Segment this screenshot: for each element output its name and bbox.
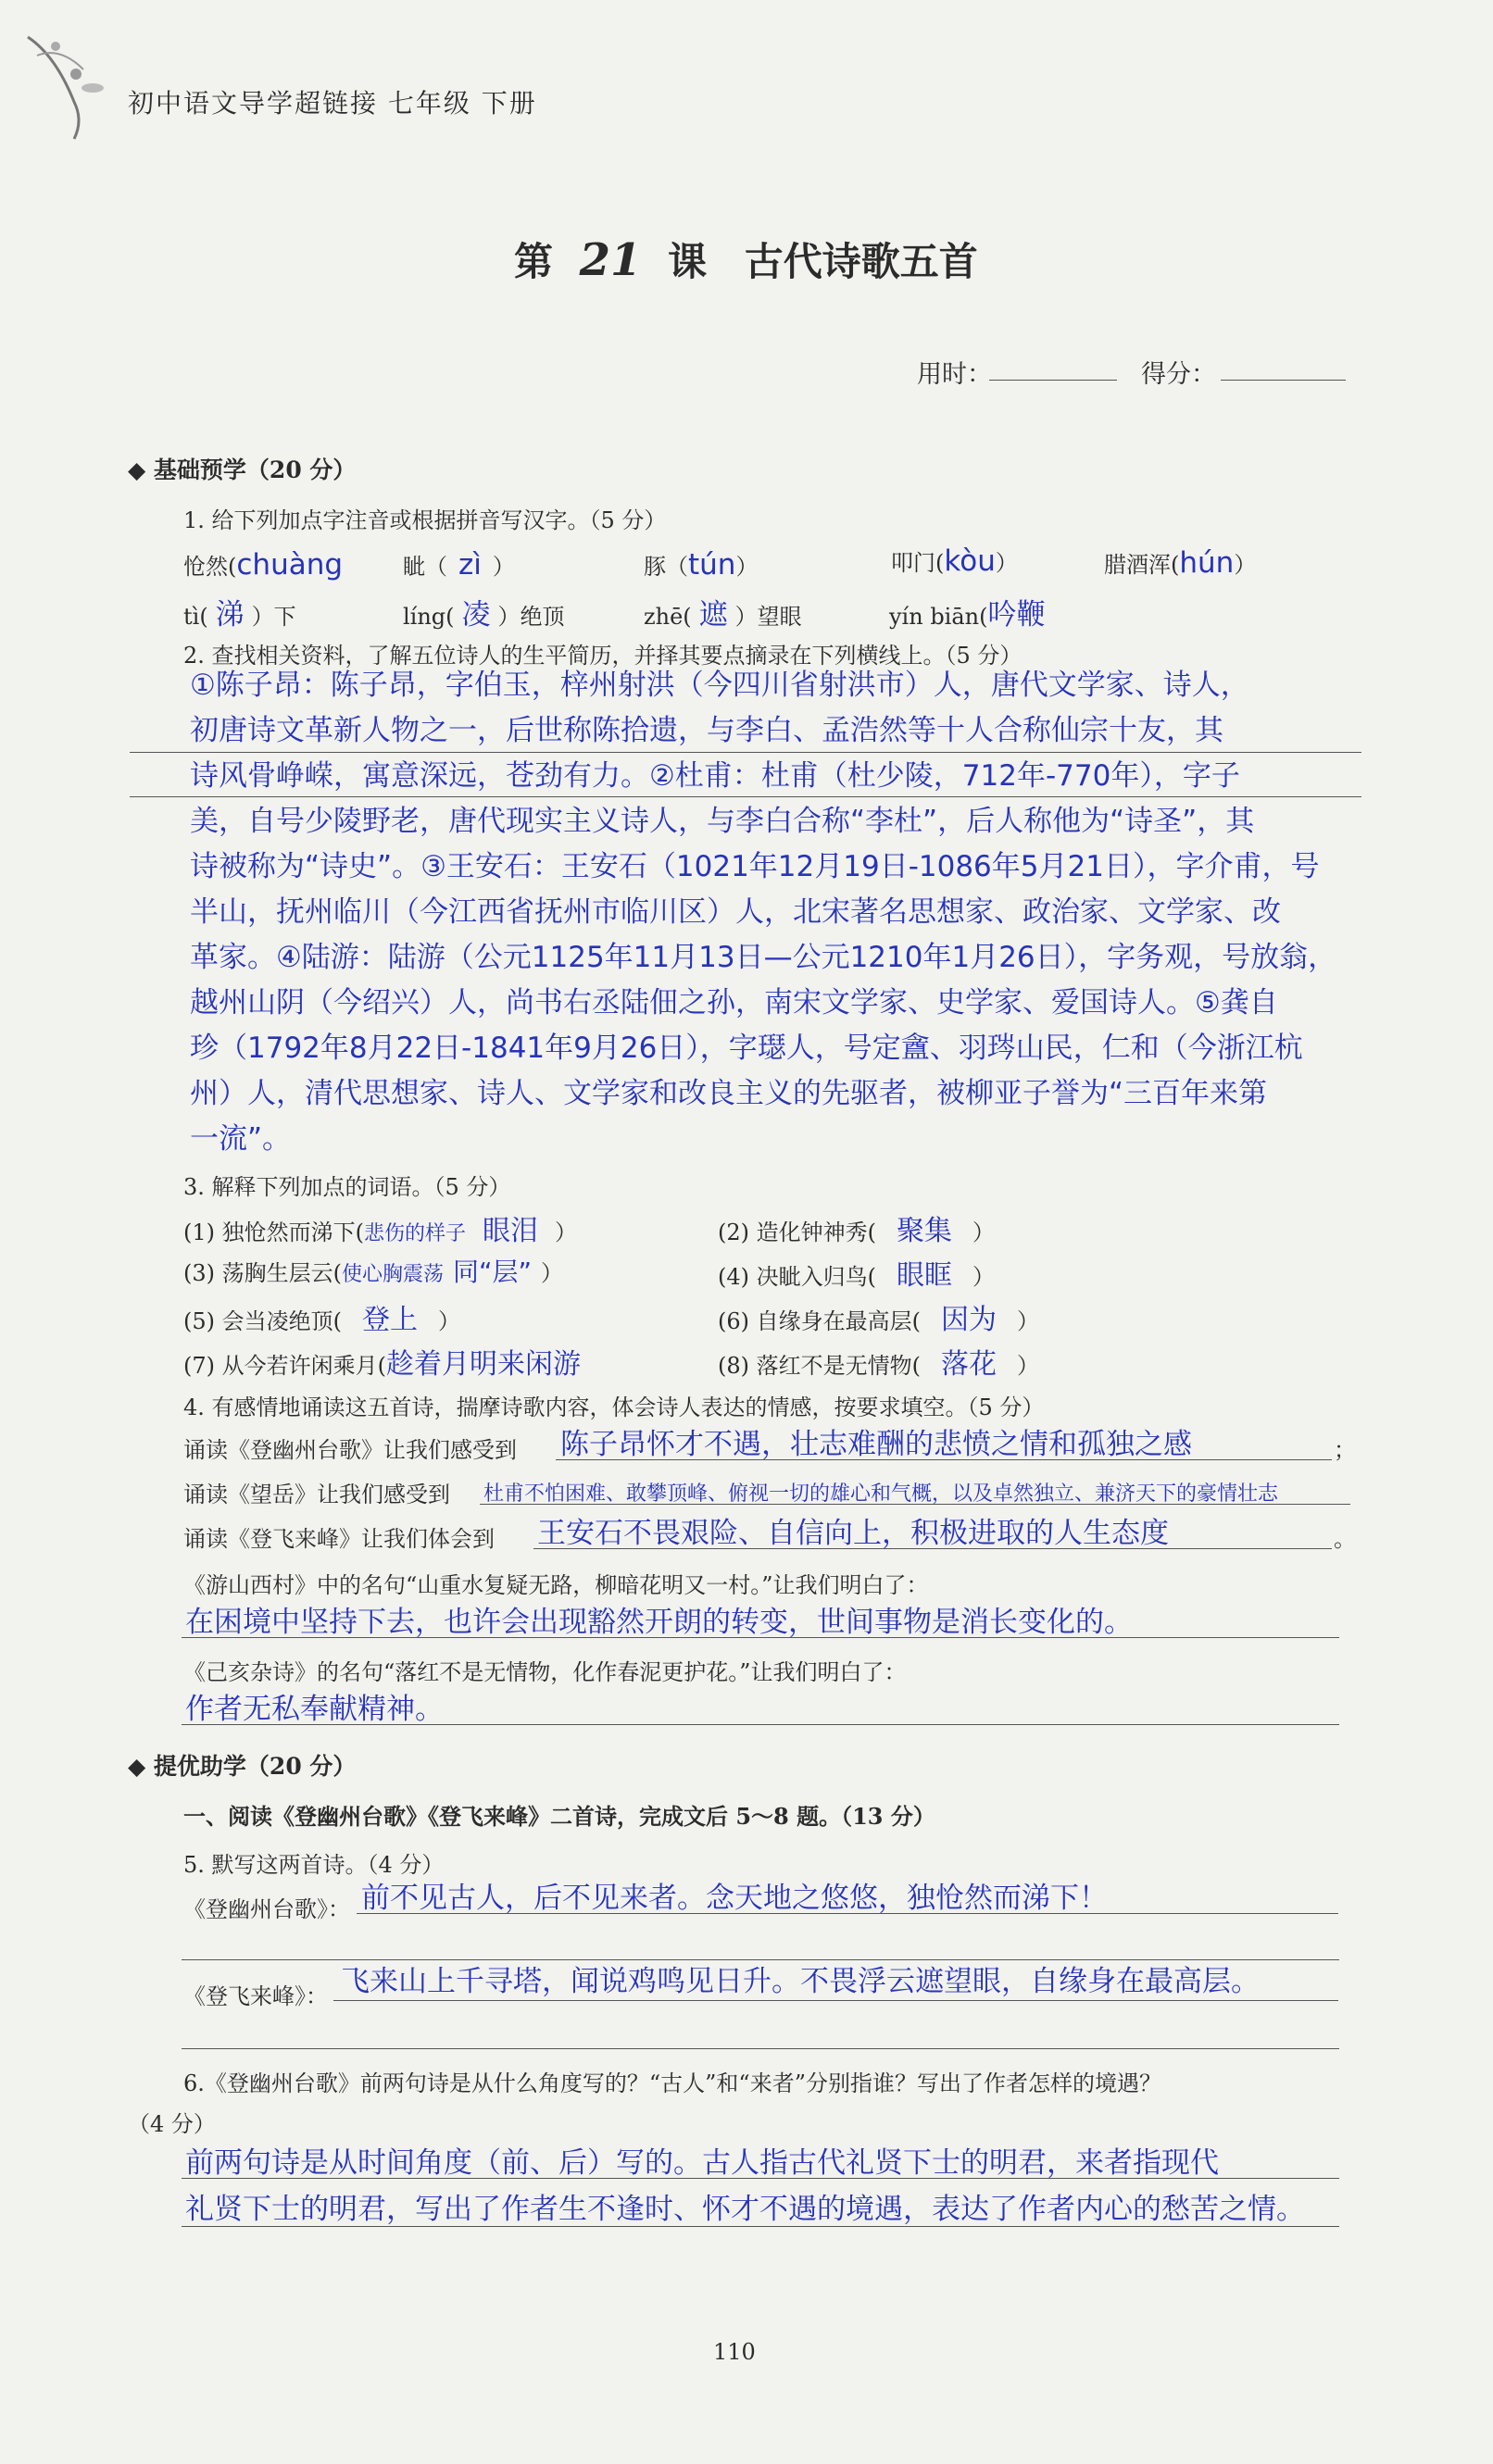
- q1-prompt: 1. 给下列加点字注音或根据拼音写汉字。（5 分）: [183, 507, 667, 533]
- time-blank[interactable]: [989, 380, 1117, 381]
- q6-points: （4 分）: [128, 2111, 216, 2137]
- q4-r3-answer: 王安石不畏艰险、自信向上，积极进取的人生态度: [537, 1517, 1169, 1550]
- q2-line-3: 诗风骨峥嵘，寓意深远，苍劲有力。②杜甫：杜甫（杜少陵，712年-770年），字子: [190, 759, 1240, 793]
- q1-item-4: 叩门(kòu）: [891, 544, 1018, 578]
- q2-line-4: 美，自号少陵野老，唐代现实主义诗人，与李白合称“李杜”，后人称他为“诗圣”，其: [190, 805, 1255, 838]
- q2-answer: [190, 663, 1336, 1162]
- q1-item-6: tì( 涕 ）下: [183, 598, 296, 632]
- q4-r1-end: ；: [1334, 1437, 1356, 1463]
- q5-label-2: 《登飞来峰》：: [183, 1983, 328, 2009]
- q5-blank-2b[interactable]: [182, 2048, 1339, 2049]
- q2-line-7: 革家。④陆游：陆游（公元1125年11月13日—公元1210年1月26日），字务观，号放翁，: [190, 941, 1337, 974]
- q4-r4-blank[interactable]: [182, 1637, 1339, 1638]
- q1-item-8: zhē( 遮 ）望眼: [644, 598, 802, 632]
- q4-r2-blank[interactable]: [480, 1504, 1350, 1505]
- q2-line-6: 半山，抚州临川（今江西省抚州市临川区）人，北宋著名思想家、政治家、文学家、改: [190, 895, 1281, 929]
- q5-answer-1: 前不见古人，后不见来者。念天地之悠悠，独怆然而涕下！: [361, 1882, 1108, 1915]
- q4-r3-label: 诵读《登飞来峰》让我们体会到: [183, 1526, 495, 1552]
- lesson-suffix: 课: [668, 239, 708, 284]
- q6-answer-2: 礼贤下士的明君，写出了作者生不逢时、怀才不遇的境遇，表达了作者内心的愁苦之情。: [185, 2193, 1305, 2226]
- section-basic: ◆ 基础预学（20 分）: [128, 457, 357, 483]
- q3-item-8: (8) 落红不是无情物( 落花 ）: [718, 1348, 1039, 1381]
- q3-item-4: (4) 决眦入归鸟( 眼眶 ）: [718, 1259, 995, 1292]
- q4-r4-answer: 在困境中坚持下去，也许会出现豁然开朗的转变，世间事物是消长变化的。: [185, 1606, 1133, 1639]
- q2-rule: [130, 752, 1361, 753]
- q4-r5-blank[interactable]: [182, 1724, 1339, 1725]
- q4-r1-blank[interactable]: [556, 1459, 1332, 1460]
- time-label: 用时：: [917, 360, 992, 389]
- q2-line-8: 越州山阴（今绍兴）人，尚书右丞陆佃之孙，南宋文学家、史学家、爱国诗人。⑤龚自: [190, 986, 1278, 1019]
- q4-r1-label: 诵读《登幽州台歌》让我们感受到: [183, 1437, 517, 1463]
- q1-item-3: 豚（tún）: [644, 548, 759, 582]
- q1-item-1: 怆然(chuàng: [183, 548, 344, 582]
- q3-prompt: 3. 解释下列加点的词语。（5 分）: [183, 1174, 511, 1200]
- q3-item-1: (1) 独怆然而涕下(悲伤的样子 眼泪 ）: [183, 1215, 578, 1247]
- q2-line-10: 州）人，清代思想家、诗人、文学家和改良主义的先驱者，被柳亚子誉为“三百年来第: [190, 1077, 1268, 1110]
- q4-r1-answer: 陈子昂怀才不遇，壮志难酬的悲愤之情和孤独之感: [560, 1428, 1192, 1461]
- book-title: 初中语文导学超链接 七年级 下册: [128, 88, 537, 119]
- score-blank[interactable]: [1221, 380, 1346, 381]
- q1-item-9: yín biān(吟鞭: [889, 598, 1046, 632]
- q4-r4-label: 《游山西村》中的名句“山重水复疑无路，柳暗花明又一村。”让我们明白了：: [183, 1572, 929, 1598]
- q2-prompt: 2. 查找相关资料，了解五位诗人的生平简历，并择其要点摘录在下列横线上。（5 分）: [183, 643, 1023, 669]
- q2-line-9: 珍（1792年8月22日-1841年9月26日），字璱人，号定盦、羽琌山民，仁和（今浙江杭: [190, 1032, 1303, 1065]
- lesson-number: 21: [579, 234, 642, 286]
- decorative-ornament: [19, 19, 130, 148]
- q2-line-2: 初唐诗文革新人物之一，后世称陈拾遗，与李白、孟浩然等十人合称仙宗十友，其: [190, 714, 1223, 747]
- q6-blank-1[interactable]: [182, 2178, 1339, 2179]
- q4-r2-label: 诵读《望岳》让我们感受到: [183, 1482, 450, 1507]
- q4-r5-answer: 作者无私奉献精神。: [185, 1693, 444, 1726]
- q1-item-2: 眦（ zì ）: [403, 548, 515, 582]
- part1-title: 一、阅读《登幽州台歌》《登飞来峰》二首诗，完成文后 5～8 题。（13 分）: [183, 1803, 935, 1830]
- q3-item-3: (3) 荡胸生层云(使心胸震荡 同“层” ）: [183, 1257, 564, 1287]
- lesson-name: 古代诗歌五首: [744, 239, 978, 284]
- q2-line-5: 诗被称为“诗史”。③王安石：王安石（1021年12月19日-1086年5月21日），字介甫，号: [190, 850, 1320, 883]
- q4-r3-blank[interactable]: [533, 1548, 1332, 1549]
- q3-item-2: (2) 造化钟神秀( 聚集 ）: [718, 1215, 995, 1247]
- q6-blank-2[interactable]: [182, 2226, 1339, 2227]
- q2-line-11: 一流”。: [190, 1122, 292, 1156]
- q6-prompt: 6.《登幽州台歌》前两句诗是从什么角度写的？“古人”和“来者”分别指谁？写出了作者怎样的境遇？: [183, 2070, 1161, 2096]
- q2-line-1: ①陈子昂：陈子昂，字伯玉，梓州射洪（今四川省射洪市）人，唐代文学家、诗人，: [190, 669, 1249, 702]
- q4-prompt: 4. 有感情地诵读这五首诗，揣摩诗歌内容，体会诗人表达的情感，按要求填空。（5 分）: [183, 1395, 1045, 1420]
- q4-r5-label: 《己亥杂诗》的名句“落红不是无情物，化作春泥更护花。”让我们明白了：: [183, 1659, 907, 1685]
- q4-r2-answer: 杜甫不怕困难、敢攀顶峰、俯视一切的雄心和气概，以及卓然独立、兼济天下的豪情壮志: [483, 1482, 1279, 1506]
- lesson-prefix: 第: [514, 239, 554, 284]
- q5-prompt: 5. 默写这两首诗。（4 分）: [183, 1852, 445, 1878]
- score-label: 得分：: [1141, 360, 1216, 389]
- q3-item-6: (6) 自缘身在最高层( 因为 ）: [718, 1304, 1039, 1336]
- q5-label-1: 《登幽州台歌》：: [183, 1896, 350, 1922]
- page-number: 110: [713, 2339, 756, 2365]
- q5-blank-1[interactable]: [357, 1913, 1338, 1914]
- q3-item-7: (7) 从今若许闲乘月(趁着月明来闲游: [183, 1348, 581, 1381]
- q5-blank-2[interactable]: [333, 2000, 1338, 2001]
- q4-r3-end: 。: [1334, 1526, 1356, 1552]
- lesson-title: [514, 231, 978, 287]
- q3-item-5: (5) 会当凌绝顶( 登上 ）: [183, 1304, 460, 1336]
- q1-answer-1: chuàng: [236, 548, 344, 582]
- q2-rule: [130, 796, 1361, 797]
- q6-answer-1: 前两句诗是从时间角度（前、后）写的。古人指古代礼贤下士的明君，来者指现代: [185, 2146, 1219, 2180]
- q1-item-5: 腊酒浑(hún）: [1104, 546, 1257, 580]
- section-advanced: ◆ 提优助学（20 分）: [128, 1753, 357, 1780]
- q1-item-7: líng( 凌 ）绝顶: [403, 598, 565, 632]
- q5-answer-2: 飞来山上千寻塔，闻说鸡鸣见日升。不畏浮云遮望眼，自缘身在最高层。: [341, 1965, 1260, 1998]
